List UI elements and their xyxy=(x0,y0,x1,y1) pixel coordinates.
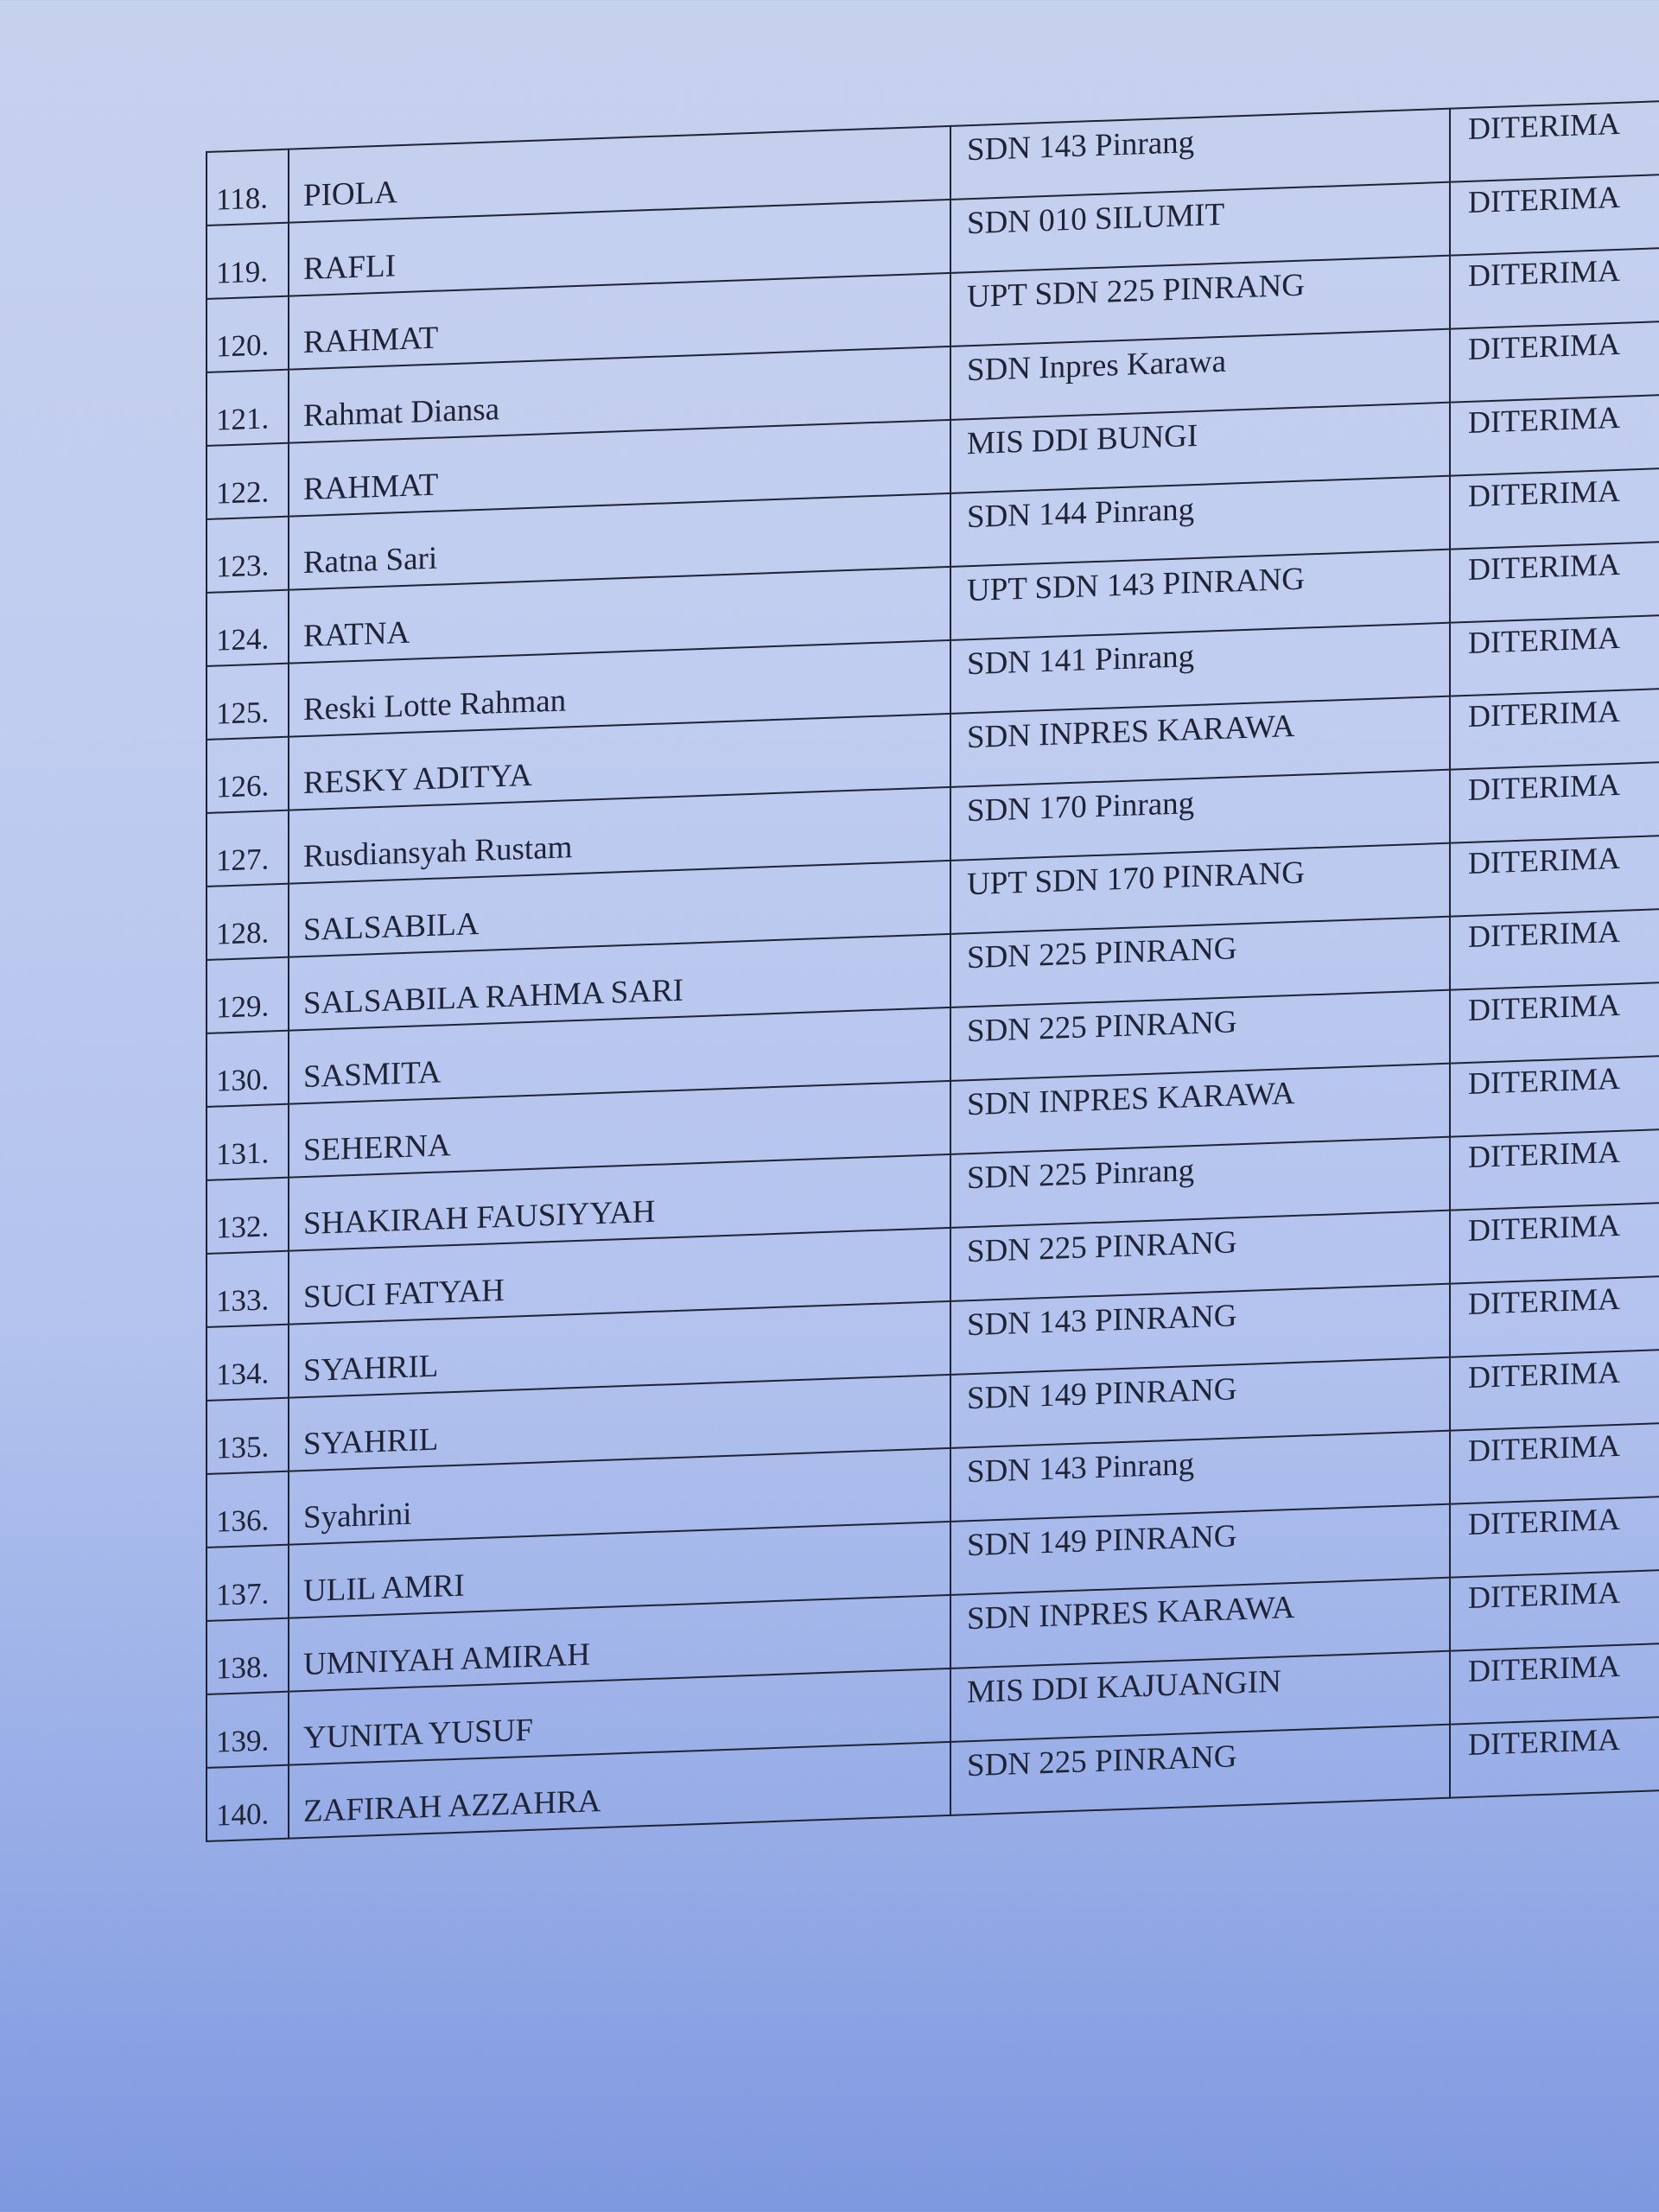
student-name: RATNA xyxy=(289,567,950,664)
table-body xyxy=(207,101,1659,1841)
student-name: RAHMAT xyxy=(289,273,950,370)
student-name: YUNITA YUSUF xyxy=(289,1669,950,1765)
status-label: DITERIMA xyxy=(1450,615,1659,696)
student-name: RAFLI xyxy=(289,200,950,296)
school-name: SDN 225 Pinrang xyxy=(950,1137,1450,1228)
status-label: DITERIMA xyxy=(1450,762,1659,843)
row-number: 139. xyxy=(207,1692,289,1768)
status-label: DITERIMA xyxy=(1450,1203,1659,1284)
student-name: SEHERNA xyxy=(289,1081,950,1178)
status-label: DITERIMA xyxy=(1450,321,1659,403)
school-name: UPT SDN 225 PINRANG xyxy=(950,256,1450,346)
status-label: DITERIMA xyxy=(1450,468,1659,550)
school-name: SDN 143 PINRANG xyxy=(950,1284,1450,1375)
status-label: DITERIMA xyxy=(1450,1643,1659,1725)
school-name: SDN 225 PINRANG xyxy=(950,917,1450,1007)
row-number: 129. xyxy=(207,957,289,1033)
row-number: 140. xyxy=(207,1765,289,1841)
student-name: PIOLA xyxy=(289,126,950,223)
school-name: SDN Inpres Karawa xyxy=(950,329,1450,420)
status-label: DITERIMA xyxy=(1450,542,1659,623)
row-number: 125. xyxy=(207,664,289,740)
student-name: Rusdiansyah Rustam xyxy=(289,787,950,884)
school-name: SDN 225 PINRANG xyxy=(950,1725,1450,1815)
school-name: SDN 225 PINRANG xyxy=(950,990,1450,1081)
school-name: SDN INPRES KARAWA xyxy=(950,696,1450,787)
student-name: SASMITA xyxy=(289,1007,950,1104)
row-number: 126. xyxy=(207,737,289,813)
status-label: DITERIMA xyxy=(1450,689,1659,770)
status-label: DITERIMA xyxy=(1450,1423,1659,1504)
student-name: SUCI FATYAH xyxy=(289,1228,950,1325)
school-name: SDN INPRES KARAWA xyxy=(950,1578,1450,1669)
student-name: SYAHRIL xyxy=(289,1301,950,1398)
row-number: 136. xyxy=(207,1471,289,1548)
student-name: Syahrini xyxy=(289,1448,950,1545)
school-name: MIS DDI KAJUANGIN xyxy=(950,1651,1450,1742)
school-name: SDN 149 PINRANG xyxy=(950,1504,1450,1595)
status-label: DITERIMA xyxy=(1450,982,1659,1064)
row-number: 119. xyxy=(207,223,289,299)
row-number: 130. xyxy=(207,1031,289,1107)
status-label: DITERIMA xyxy=(1450,1129,1659,1211)
student-name: RAHMAT xyxy=(289,420,950,517)
row-number: 123. xyxy=(207,517,289,593)
student-name: Rahmat Diansa xyxy=(289,346,950,443)
status-label: DITERIMA xyxy=(1450,1056,1659,1137)
row-number: 120. xyxy=(207,296,289,372)
student-name: SALSABILA xyxy=(289,861,950,957)
status-label: DITERIMA xyxy=(1450,1497,1659,1578)
status-label: DITERIMA xyxy=(1450,1717,1659,1798)
status-label: DITERIMA xyxy=(1450,909,1659,990)
school-name: SDN INPRES KARAWA xyxy=(950,1064,1450,1154)
student-name: ZAFIRAH AZZAHRA xyxy=(289,1742,950,1839)
row-number: 137. xyxy=(207,1545,289,1621)
student-name: UMNIYAH AMIRAH xyxy=(289,1595,950,1692)
school-name: SDN 143 Pinrang xyxy=(950,109,1450,200)
row-number: 132. xyxy=(207,1178,289,1254)
student-name: SYAHRIL xyxy=(289,1375,950,1471)
status-label: DITERIMA xyxy=(1450,1570,1659,1651)
status-label: DITERIMA xyxy=(1450,248,1659,329)
row-number: 121. xyxy=(207,370,289,446)
school-name: UPT SDN 170 PINRANG xyxy=(950,843,1450,934)
row-number: 131. xyxy=(207,1104,289,1180)
school-name: SDN 225 PINRANG xyxy=(950,1211,1450,1301)
status-label: DITERIMA xyxy=(1450,836,1659,917)
row-number: 118. xyxy=(207,149,289,226)
row-number: 135. xyxy=(207,1398,289,1474)
row-number: 134. xyxy=(207,1325,289,1401)
row-number: 124. xyxy=(207,590,289,666)
status-label: DITERIMA xyxy=(1450,1276,1659,1357)
school-name: UPT SDN 143 PINRANG xyxy=(950,550,1450,640)
row-number: 128. xyxy=(207,884,289,960)
status-label: DITERIMA xyxy=(1450,175,1659,256)
status-label: DITERIMA xyxy=(1450,395,1659,476)
school-name: SDN 143 Pinrang xyxy=(950,1431,1450,1522)
student-name: ULIL AMRI xyxy=(289,1522,950,1618)
status-label: DITERIMA xyxy=(1450,101,1659,182)
row-number: 133. xyxy=(207,1251,289,1327)
school-name: SDN 010 SILUMIT xyxy=(950,182,1450,273)
student-name: Reski Lotte Rahman xyxy=(289,640,950,737)
student-name: SHAKIRAH FAUSIYYAH xyxy=(289,1154,950,1251)
row-number: 127. xyxy=(207,810,289,887)
school-name: SDN 141 Pinrang xyxy=(950,623,1450,714)
school-name: MIS DDI BUNGI xyxy=(950,403,1450,493)
student-name: RESKY ADITYA xyxy=(289,714,950,810)
results-table xyxy=(206,100,1659,1842)
row-number: 138. xyxy=(207,1618,289,1694)
school-name: SDN 170 Pinrang xyxy=(950,770,1450,861)
school-name: SDN 149 PINRANG xyxy=(950,1357,1450,1448)
status-label: DITERIMA xyxy=(1450,1350,1659,1431)
table-container xyxy=(206,100,1657,1842)
school-name: SDN 144 Pinrang xyxy=(950,476,1450,567)
student-name: Ratna Sari xyxy=(289,493,950,590)
student-name: SALSABILA RAHMA SARI xyxy=(289,934,950,1031)
row-number: 122. xyxy=(207,443,289,519)
